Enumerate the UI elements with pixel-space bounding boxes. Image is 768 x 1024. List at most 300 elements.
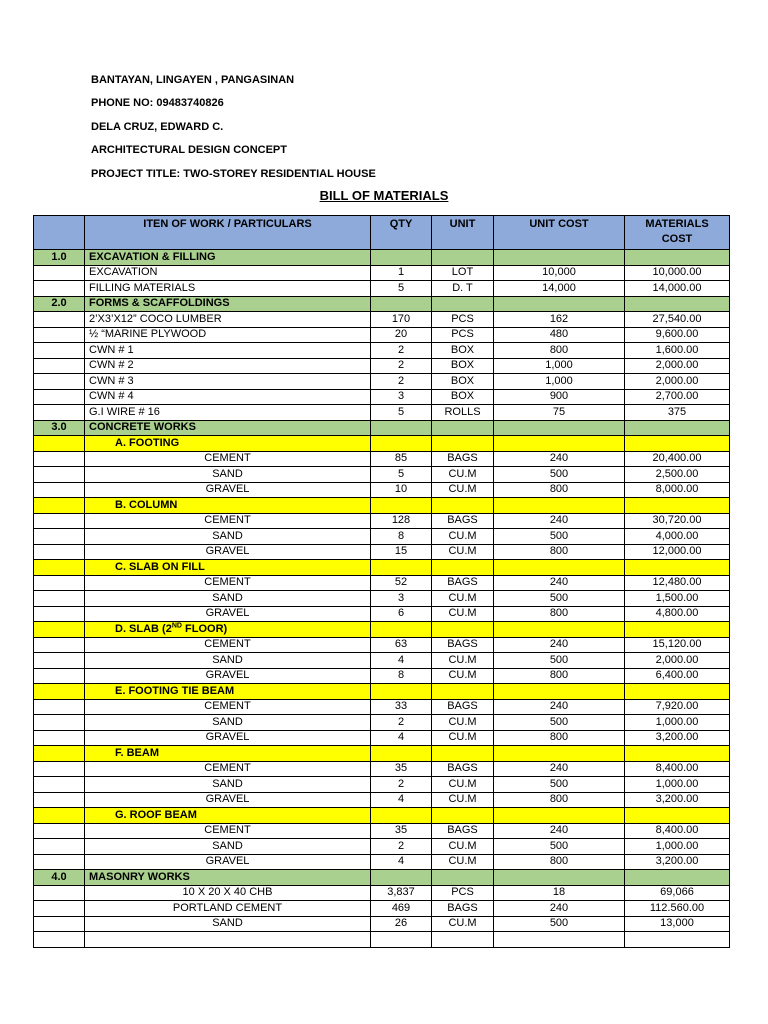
cell-no <box>34 405 85 421</box>
cell-unit: CU.M <box>432 529 494 545</box>
cell-qty: 4 <box>371 792 432 808</box>
cell-unit: BAGS <box>432 699 494 715</box>
cell-qty <box>371 436 432 452</box>
cell-unit: CU.M <box>432 715 494 731</box>
table-row <box>34 312 730 328</box>
cell-qty <box>371 296 432 312</box>
cell-unit-cost <box>494 296 625 312</box>
cell-unit-cost <box>494 420 625 436</box>
cell-no <box>34 591 85 607</box>
cell-unit-cost <box>494 746 625 762</box>
cell-unit-cost <box>494 622 625 638</box>
cell-no <box>34 792 85 808</box>
table-row <box>34 761 730 777</box>
cell-item: CWN # 3 <box>85 374 371 390</box>
cell-qty <box>371 684 432 700</box>
cell-no <box>34 575 85 591</box>
table-row <box>34 684 730 700</box>
cell-unit <box>432 560 494 576</box>
cell-unit-cost: 800 <box>494 668 625 684</box>
cell-item: FORMS & SCAFFOLDINGS <box>85 296 371 312</box>
cell-unit-cost: 800 <box>494 482 625 498</box>
cell-unit-cost: 240 <box>494 451 625 467</box>
cell-qty: 5 <box>371 281 432 297</box>
col-header-materials-cost <box>625 216 730 250</box>
cell-qty: 1 <box>371 265 432 281</box>
cell-materials-cost <box>625 932 730 948</box>
cell-item: C. SLAB ON FILL <box>85 560 371 576</box>
cell-materials-cost <box>625 250 730 266</box>
cell-unit: ROLLS <box>432 405 494 421</box>
cell-item: CEMENT <box>85 823 371 839</box>
cell-item: CWN # 4 <box>85 389 371 405</box>
cell-unit-cost: 800 <box>494 854 625 870</box>
table-row <box>34 699 730 715</box>
cell-unit: BAGS <box>432 513 494 529</box>
cell-unit: CU.M <box>432 916 494 932</box>
cell-qty: 26 <box>371 916 432 932</box>
table-row <box>34 250 730 266</box>
cell-unit-cost: 500 <box>494 715 625 731</box>
cell-item: PORTLAND CEMENT <box>85 901 371 917</box>
cell-item: GRAVEL <box>85 482 371 498</box>
cell-item: CEMENT <box>85 513 371 529</box>
table-row <box>34 932 730 948</box>
cell-no <box>34 529 85 545</box>
cell-no: 1.0 <box>34 250 85 266</box>
cell-unit: CU.M <box>432 591 494 607</box>
cell-unit-cost: 240 <box>494 901 625 917</box>
cell-no <box>34 622 85 638</box>
cell-unit: CU.M <box>432 544 494 560</box>
cell-materials-cost: 3,200.00 <box>625 854 730 870</box>
cell-item: SAND <box>85 777 371 793</box>
cell-qty: 170 <box>371 312 432 328</box>
cell-unit-cost: 75 <box>494 405 625 421</box>
cell-materials-cost: 1,000.00 <box>625 777 730 793</box>
cell-item: F. BEAM <box>85 746 371 762</box>
cell-qty: 2 <box>371 374 432 390</box>
cell-unit: BAGS <box>432 823 494 839</box>
cell-materials-cost <box>625 808 730 824</box>
cell-item-text: D. SLAB (2 <box>115 622 172 635</box>
cell-no <box>34 839 85 855</box>
cell-unit-cost: 500 <box>494 777 625 793</box>
cell-no <box>34 653 85 669</box>
cell-unit: CU.M <box>432 730 494 746</box>
cell-unit: CU.M <box>432 482 494 498</box>
cell-qty: 85 <box>371 451 432 467</box>
cell-item <box>85 932 371 948</box>
col-header-materials-cost-line1: MATERIALS <box>645 218 709 230</box>
table-row <box>34 792 730 808</box>
cell-item: SAND <box>85 916 371 932</box>
cell-unit: LOT <box>432 265 494 281</box>
cell-unit-cost: 500 <box>494 529 625 545</box>
cell-no <box>34 451 85 467</box>
cell-no <box>34 637 85 653</box>
cell-unit-cost <box>494 684 625 700</box>
cell-item: 2’X3’X12” COCO LUMBER <box>85 312 371 328</box>
table-row <box>34 560 730 576</box>
table-row <box>34 343 730 359</box>
cell-item: B. COLUMN <box>85 498 371 514</box>
cell-qty: 63 <box>371 637 432 653</box>
cell-no <box>34 560 85 576</box>
cell-item: FILLING MATERIALS <box>85 281 371 297</box>
cell-materials-cost: 1,600.00 <box>625 343 730 359</box>
table-body <box>34 216 730 948</box>
table-row <box>34 653 730 669</box>
table-row <box>34 405 730 421</box>
cell-qty: 35 <box>371 761 432 777</box>
col-header-materials-cost-line2: COST <box>661 233 693 245</box>
cell-qty: 3 <box>371 591 432 607</box>
col-header-qty: QTY <box>371 216 432 250</box>
cell-unit-cost: 10,000 <box>494 265 625 281</box>
cell-qty: 469 <box>371 901 432 917</box>
cell-unit-cost: 1,000 <box>494 374 625 390</box>
col-header-unit-cost: UNIT COST <box>494 216 625 250</box>
cell-no <box>34 281 85 297</box>
cell-no <box>34 730 85 746</box>
cell-unit <box>432 932 494 948</box>
cell-materials-cost <box>625 870 730 886</box>
cell-unit-cost: 800 <box>494 343 625 359</box>
cell-item: GRAVEL <box>85 730 371 746</box>
table-row <box>34 730 730 746</box>
cell-item: MASONRY WORKS <box>85 870 371 886</box>
cell-no <box>34 746 85 762</box>
cell-unit-cost: 240 <box>494 699 625 715</box>
cell-unit: CU.M <box>432 467 494 483</box>
cell-unit-cost: 162 <box>494 312 625 328</box>
cell-materials-cost: 1,000.00 <box>625 715 730 731</box>
cell-materials-cost: 2,000.00 <box>625 653 730 669</box>
cell-no <box>34 777 85 793</box>
cell-no <box>34 389 85 405</box>
table-row <box>34 467 730 483</box>
cell-unit-cost: 240 <box>494 637 625 653</box>
cell-materials-cost: 4,800.00 <box>625 606 730 622</box>
cell-materials-cost <box>625 560 730 576</box>
cell-materials-cost: 27,540.00 <box>625 312 730 328</box>
cell-no <box>34 374 85 390</box>
cell-no: 3.0 <box>34 420 85 436</box>
cell-unit-cost: 1,000 <box>494 358 625 374</box>
cell-materials-cost: 1,500.00 <box>625 591 730 607</box>
cell-materials-cost: 4,000.00 <box>625 529 730 545</box>
cell-materials-cost: 8,400.00 <box>625 823 730 839</box>
cell-materials-cost: 69,066 <box>625 885 730 901</box>
table-row <box>34 901 730 917</box>
table-row <box>34 575 730 591</box>
table-row <box>34 482 730 498</box>
cell-item: E. FOOTING TIE BEAM <box>85 684 371 700</box>
cell-materials-cost: 3,200.00 <box>625 730 730 746</box>
col-header-no <box>34 216 85 250</box>
table-row <box>34 637 730 653</box>
cell-unit-cost: 14,000 <box>494 281 625 297</box>
table-row <box>34 591 730 607</box>
cell-materials-cost: 8,400.00 <box>625 761 730 777</box>
cell-unit: BOX <box>432 389 494 405</box>
cell-no <box>34 544 85 560</box>
table-row <box>34 389 730 405</box>
cell-materials-cost: 112.560.00 <box>625 901 730 917</box>
cell-materials-cost: 2,500.00 <box>625 467 730 483</box>
cell-item: ½ “MARINE PLYWOOD <box>85 327 371 343</box>
cell-qty: 5 <box>371 467 432 483</box>
cell-no: 2.0 <box>34 296 85 312</box>
cell-qty <box>371 870 432 886</box>
cell-unit-cost <box>494 560 625 576</box>
cell-unit: CU.M <box>432 606 494 622</box>
cell-materials-cost: 1,000.00 <box>625 839 730 855</box>
cell-item: SAND <box>85 715 371 731</box>
cell-item: G. ROOF BEAM <box>85 808 371 824</box>
cell-qty: 8 <box>371 668 432 684</box>
cell-materials-cost <box>625 436 730 452</box>
cell-no <box>34 699 85 715</box>
cell-materials-cost <box>625 498 730 514</box>
table-row <box>34 296 730 312</box>
cell-materials-cost <box>625 746 730 762</box>
cell-unit-cost: 500 <box>494 839 625 855</box>
cell-unit <box>432 420 494 436</box>
cell-unit: CU.M <box>432 653 494 669</box>
cell-unit: PCS <box>432 312 494 328</box>
table-row <box>34 529 730 545</box>
cell-unit: CU.M <box>432 668 494 684</box>
cell-unit-cost: 240 <box>494 513 625 529</box>
table-row <box>34 436 730 452</box>
cell-item-superscript: ND <box>171 622 182 630</box>
cell-materials-cost: 30,720.00 <box>625 513 730 529</box>
cell-unit: CU.M <box>432 839 494 855</box>
cell-unit-cost <box>494 436 625 452</box>
cell-no <box>34 715 85 731</box>
cell-unit-cost <box>494 870 625 886</box>
cell-item: SAND <box>85 529 371 545</box>
cell-materials-cost: 375 <box>625 405 730 421</box>
cell-materials-cost: 2,000.00 <box>625 358 730 374</box>
cell-qty: 3 <box>371 389 432 405</box>
cell-no <box>34 606 85 622</box>
cell-materials-cost <box>625 296 730 312</box>
cell-no <box>34 482 85 498</box>
table-row <box>34 622 730 638</box>
table-row <box>34 327 730 343</box>
cell-unit: CU.M <box>432 792 494 808</box>
cell-item: GRAVEL <box>85 668 371 684</box>
cell-qty: 2 <box>371 839 432 855</box>
cell-unit <box>432 622 494 638</box>
cell-qty: 20 <box>371 327 432 343</box>
cell-unit: BOX <box>432 343 494 359</box>
cell-materials-cost <box>625 420 730 436</box>
cell-item: 10 X 20 X 40 CHB <box>85 885 371 901</box>
page-title: BILL OF MATERIALS <box>319 188 449 203</box>
table-row <box>34 746 730 762</box>
cell-qty: 2 <box>371 715 432 731</box>
cell-no <box>34 823 85 839</box>
phone-line: PHONE NO: 09483740826 <box>91 97 224 110</box>
cell-no <box>34 358 85 374</box>
cell-materials-cost: 6,400.00 <box>625 668 730 684</box>
cell-item: SAND <box>85 467 371 483</box>
cell-qty <box>371 808 432 824</box>
cell-qty: 4 <box>371 854 432 870</box>
cell-item: CWN # 2 <box>85 358 371 374</box>
cell-no <box>34 885 85 901</box>
cell-no <box>34 854 85 870</box>
cell-qty: 2 <box>371 343 432 359</box>
cell-item: GRAVEL <box>85 854 371 870</box>
concept-line: ARCHITECTURAL DESIGN CONCEPT <box>91 144 287 157</box>
table-row <box>34 281 730 297</box>
cell-qty: 33 <box>371 699 432 715</box>
cell-qty <box>371 746 432 762</box>
cell-qty: 52 <box>371 575 432 591</box>
cell-unit: BOX <box>432 358 494 374</box>
cell-qty: 8 <box>371 529 432 545</box>
cell-unit: BAGS <box>432 901 494 917</box>
cell-qty: 3,837 <box>371 885 432 901</box>
cell-item: EXCAVATION & FILLING <box>85 250 371 266</box>
cell-unit-cost: 500 <box>494 653 625 669</box>
cell-materials-cost: 15,120.00 <box>625 637 730 653</box>
cell-no <box>34 498 85 514</box>
cell-no <box>34 916 85 932</box>
cell-no <box>34 901 85 917</box>
cell-no <box>34 312 85 328</box>
col-header-item: ITEN OF WORK / PARTICULARS <box>85 216 371 250</box>
cell-qty: 2 <box>371 777 432 793</box>
cell-qty <box>371 498 432 514</box>
cell-qty: 128 <box>371 513 432 529</box>
cell-unit: PCS <box>432 885 494 901</box>
table-row <box>34 606 730 622</box>
cell-item: CEMENT <box>85 575 371 591</box>
cell-qty: 5 <box>371 405 432 421</box>
cell-materials-cost: 12,480.00 <box>625 575 730 591</box>
cell-no <box>34 684 85 700</box>
cell-item-text-after: FLOOR) <box>181 622 228 635</box>
table-row <box>34 498 730 514</box>
cell-no <box>34 343 85 359</box>
table-row <box>34 854 730 870</box>
cell-materials-cost: 20,400.00 <box>625 451 730 467</box>
cell-no <box>34 808 85 824</box>
document-header <box>91 72 376 189</box>
cell-qty: 15 <box>371 544 432 560</box>
cell-unit <box>432 746 494 762</box>
cell-unit: BAGS <box>432 637 494 653</box>
cell-materials-cost: 7,920.00 <box>625 699 730 715</box>
cell-unit-cost <box>494 932 625 948</box>
cell-item: CONCRETE WORKS <box>85 420 371 436</box>
cell-qty: 2 <box>371 358 432 374</box>
cell-item: SAND <box>85 591 371 607</box>
table-row <box>34 374 730 390</box>
cell-materials-cost: 8,000.00 <box>625 482 730 498</box>
col-header-unit: UNIT <box>432 216 494 250</box>
cell-qty: 6 <box>371 606 432 622</box>
cell-qty: 35 <box>371 823 432 839</box>
cell-no <box>34 761 85 777</box>
cell-item: SAND <box>85 839 371 855</box>
cell-unit <box>432 436 494 452</box>
cell-unit-cost: 900 <box>494 389 625 405</box>
cell-unit <box>432 808 494 824</box>
table-row <box>34 916 730 932</box>
cell-item: G.I WIRE # 16 <box>85 405 371 421</box>
cell-unit-cost: 800 <box>494 730 625 746</box>
cell-item: GRAVEL <box>85 606 371 622</box>
cell-unit-cost: 240 <box>494 823 625 839</box>
cell-unit-cost: 480 <box>494 327 625 343</box>
cell-unit-cost: 500 <box>494 591 625 607</box>
cell-item: CEMENT <box>85 451 371 467</box>
cell-unit-cost: 500 <box>494 916 625 932</box>
cell-unit <box>432 250 494 266</box>
cell-no <box>34 513 85 529</box>
cell-no <box>34 932 85 948</box>
table-row <box>34 777 730 793</box>
cell-item: GRAVEL <box>85 792 371 808</box>
cell-materials-cost: 14,000.00 <box>625 281 730 297</box>
table-row <box>34 823 730 839</box>
cell-unit-cost: 240 <box>494 575 625 591</box>
cell-materials-cost: 2,700.00 <box>625 389 730 405</box>
cell-unit-cost: 18 <box>494 885 625 901</box>
cell-unit <box>432 498 494 514</box>
table-row <box>34 715 730 731</box>
address-line: BANTAYAN, LINGAYEN , PANGASINAN <box>91 74 295 86</box>
name-line: DELA CRUZ, EDWARD C. <box>91 120 224 133</box>
cell-qty <box>371 420 432 436</box>
cell-qty <box>371 250 432 266</box>
cell-no <box>34 436 85 452</box>
table-row <box>34 265 730 281</box>
cell-item: SAND <box>85 653 371 669</box>
cell-qty: 4 <box>371 730 432 746</box>
table-row <box>34 513 730 529</box>
cell-qty <box>371 622 432 638</box>
cell-materials-cost: 12,000.00 <box>625 544 730 560</box>
cell-item: CEMENT <box>85 637 371 653</box>
table-row <box>34 870 730 886</box>
cell-unit <box>432 684 494 700</box>
table-header-row <box>34 216 730 250</box>
cell-item: CEMENT <box>85 761 371 777</box>
table-row <box>34 808 730 824</box>
cell-materials-cost: 2,000.00 <box>625 374 730 390</box>
cell-item: CEMENT <box>85 699 371 715</box>
cell-no <box>34 668 85 684</box>
table-row <box>34 358 730 374</box>
bill-of-materials-table <box>33 215 730 948</box>
cell-materials-cost: 10,000.00 <box>625 265 730 281</box>
cell-item: GRAVEL <box>85 544 371 560</box>
table-row <box>34 839 730 855</box>
cell-no <box>34 467 85 483</box>
cell-qty: 10 <box>371 482 432 498</box>
cell-materials-cost: 3,200.00 <box>625 792 730 808</box>
cell-unit-cost: 800 <box>494 544 625 560</box>
cell-unit: PCS <box>432 327 494 343</box>
